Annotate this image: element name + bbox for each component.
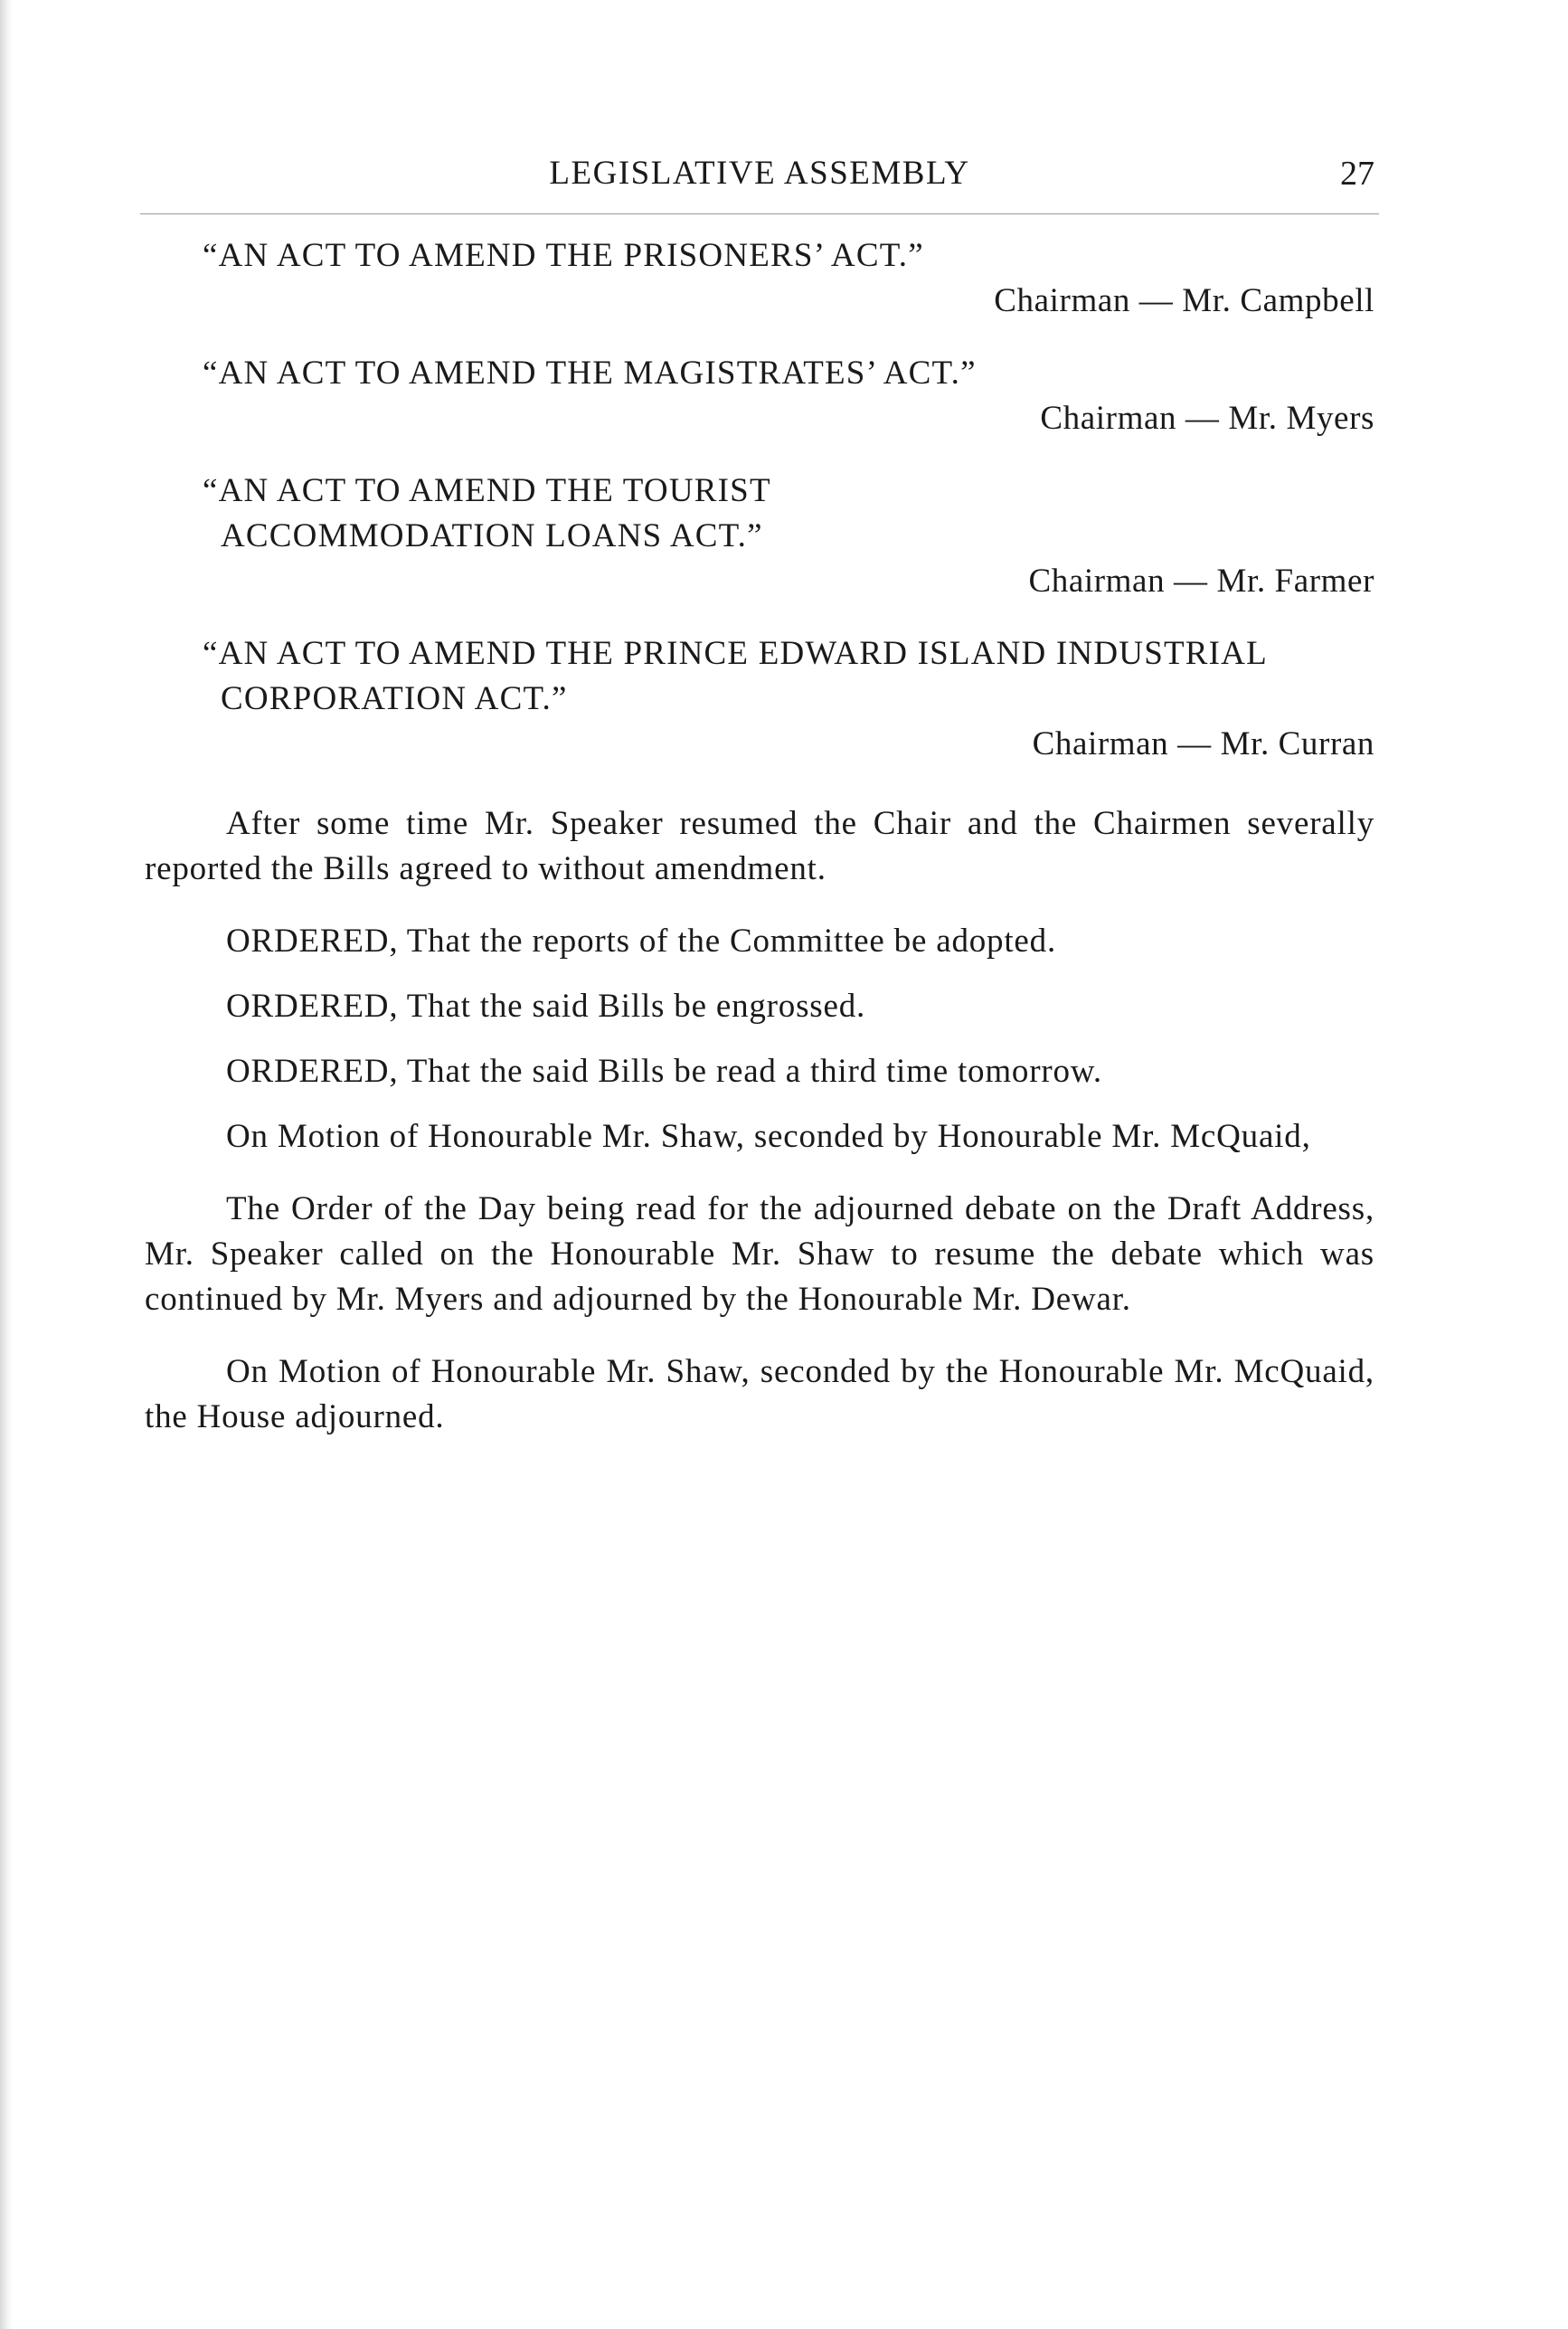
page-number: 27: [1340, 155, 1374, 193]
adjournment-paragraph: On Motion of Honourable Mr. Shaw, seconded by the Honourable Mr. McQuaid, the House adjourned.: [145, 1353, 1374, 1435]
ordered-engrossed: ORDERED, That the said Bills be engrossed.: [226, 988, 866, 1025]
act-title: “AN ACT TO AMEND THE TOURIST ACCOMMODATION LOANS ACT.”: [203, 472, 771, 554]
page-edge-shadow: [0, 0, 13, 2329]
page-header: [145, 145, 1374, 199]
ordered-adopted: ORDERED, That the reports of the Committee be adopted.: [226, 923, 1056, 960]
page-title: LEGISLATIVE ASSEMBLY: [549, 155, 970, 192]
act-chairman: Chairman — Mr. Curran: [1032, 725, 1374, 762]
act-title: “AN ACT TO AMEND THE MAGISTRATES’ ACT.”: [203, 355, 977, 392]
header-divider: [140, 213, 1379, 214]
act-title: “AN ACT TO AMEND THE PRISONERS’ ACT.”: [203, 237, 924, 274]
act-entry-tourist-accommodation: [145, 469, 1374, 604]
act-entry-magistrates: [145, 351, 1374, 441]
order-of-day-paragraph: The Order of the Day being read for the adjourned debate on the Draft Address, Mr. Speaker called on the Honourable Mr. Shaw to resume the debate which was continued by Mr. Myers and adjourned by the Honourable Mr. Dewar.: [145, 1190, 1374, 1318]
act-chairman: Chairman — Mr. Myers: [1040, 400, 1374, 437]
act-entry-industrial-corporation: [145, 631, 1374, 767]
page-body: [145, 233, 1374, 1467]
motion-paragraph: On Motion of Honourable Mr. Shaw, seconded by Honourable Mr. McQuaid,: [226, 1118, 1311, 1155]
act-chairman: Chairman — Mr. Campbell: [994, 282, 1374, 319]
act-title: “AN ACT TO AMEND THE PRINCE EDWARD ISLAND INDUSTRIAL CORPORATION ACT.”: [203, 635, 1267, 717]
act-chairman: Chairman — Mr. Farmer: [1028, 563, 1374, 600]
act-entry-prisoners: [145, 233, 1374, 324]
report-paragraph: After some time Mr. Speaker resumed the Chair and the Chairmen severally reported the Bills agreed to without amendment.: [145, 805, 1374, 887]
ordered-third-reading: ORDERED, That the said Bills be read a third time tomorrow.: [226, 1053, 1102, 1090]
